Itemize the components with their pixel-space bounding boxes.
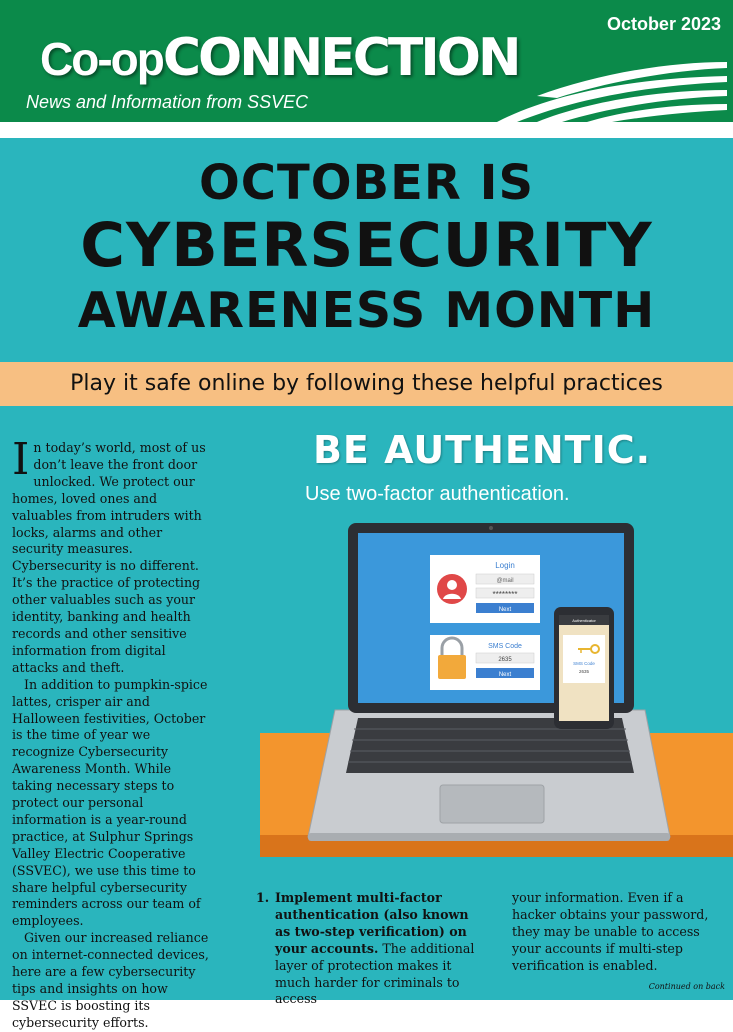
- tip-heading: Implement multi-factor authentication (also known as two-step verification) on your accounts.: [275, 890, 469, 956]
- logo-part-connection: CONNECTION: [162, 28, 519, 88]
- authenticator-title: Authenticator: [572, 618, 596, 623]
- tip-1-continuation: your information. Even if a hacker obtains your password, they may be unable to access your accounts if multi-step verification is enabled.: [512, 890, 709, 973]
- two-factor-laptop-illustration: [250, 515, 733, 875]
- tip-1: [256, 890, 478, 1008]
- article-column: [12, 434, 212, 1032]
- phone-sms-code: 2635: [578, 669, 590, 674]
- masthead: [0, 0, 733, 122]
- issue-date: October 2023: [606, 14, 721, 34]
- phone-sms-title: SMS Code: [573, 661, 595, 666]
- trackpad: [440, 785, 544, 823]
- login-title: Login: [495, 561, 515, 570]
- headline: [0, 140, 733, 342]
- tagline: News and Information from SSVEC: [26, 92, 309, 112]
- drop-cap: I: [12, 434, 30, 485]
- article-paragraph-3: Given our increased reliance on internet-connected devices, here are a few cybersecurity tips and insights on how SSVEC is boosting its cybersecurity efforts.: [12, 930, 209, 1030]
- graphic-title: BE AUTHENTIC.: [312, 428, 652, 472]
- newsletter-logo: [40, 30, 518, 87]
- headline-line-1: OCTOBER IS: [198, 155, 535, 211]
- email-placeholder: @mail: [496, 578, 514, 584]
- login-next-label: Next: [498, 607, 512, 613]
- field-lines-graphic: [477, 56, 727, 122]
- smartphone: [554, 607, 614, 729]
- tip-number: 1.: [256, 890, 270, 905]
- graphic-subtitle: Use two-factor authentication.: [305, 483, 570, 505]
- subheadline-band: [0, 362, 733, 406]
- sms-next-label: Next: [498, 672, 512, 678]
- headline-line-2: CYBERSECURITY: [80, 210, 653, 281]
- password-mask: ********: [492, 590, 518, 599]
- sms-card: [430, 635, 540, 690]
- login-card: [430, 555, 540, 623]
- article-paragraph-1: [12, 434, 212, 677]
- continued-on-back-note: Continued on back: [648, 982, 725, 991]
- article-paragraph-2: In addition to pumpkin-spice lattes, crisper air and Halloween festivities, October is the time of year we recognize Cybersecurity Awareness Month. While taking necessary steps to protect our personal information is a year-round practice, at Sulphur Springs Valley Electric Cooperative (SSVEC), we use this time to share helpful cybersecurity reminders across our team of employees.: [12, 676, 208, 929]
- sms-title: SMS Code: [488, 643, 522, 650]
- sms-code: 2635: [498, 657, 512, 663]
- subheadline: Play it safe online by following these helpful practices: [70, 371, 663, 396]
- headline-line-3: AWARENESS MONTH: [77, 282, 656, 339]
- article-paragraph-1-text: n today’s world, most of us don’t leave the front door unlocked. We protect our homes, loved ones and valuables from intruders with locks, alarms and other security measures. Cybersecurity is no different. It’s the practice of protecting other valuables such as your identity, banking and health records and other sensitive information from digital attacks and theft.: [12, 440, 206, 675]
- logo-part-coop: Co-op: [40, 33, 163, 85]
- tip-body: The additional layer of protection makes it much harder for criminals to access: [275, 940, 475, 1007]
- header-divider: [0, 122, 733, 138]
